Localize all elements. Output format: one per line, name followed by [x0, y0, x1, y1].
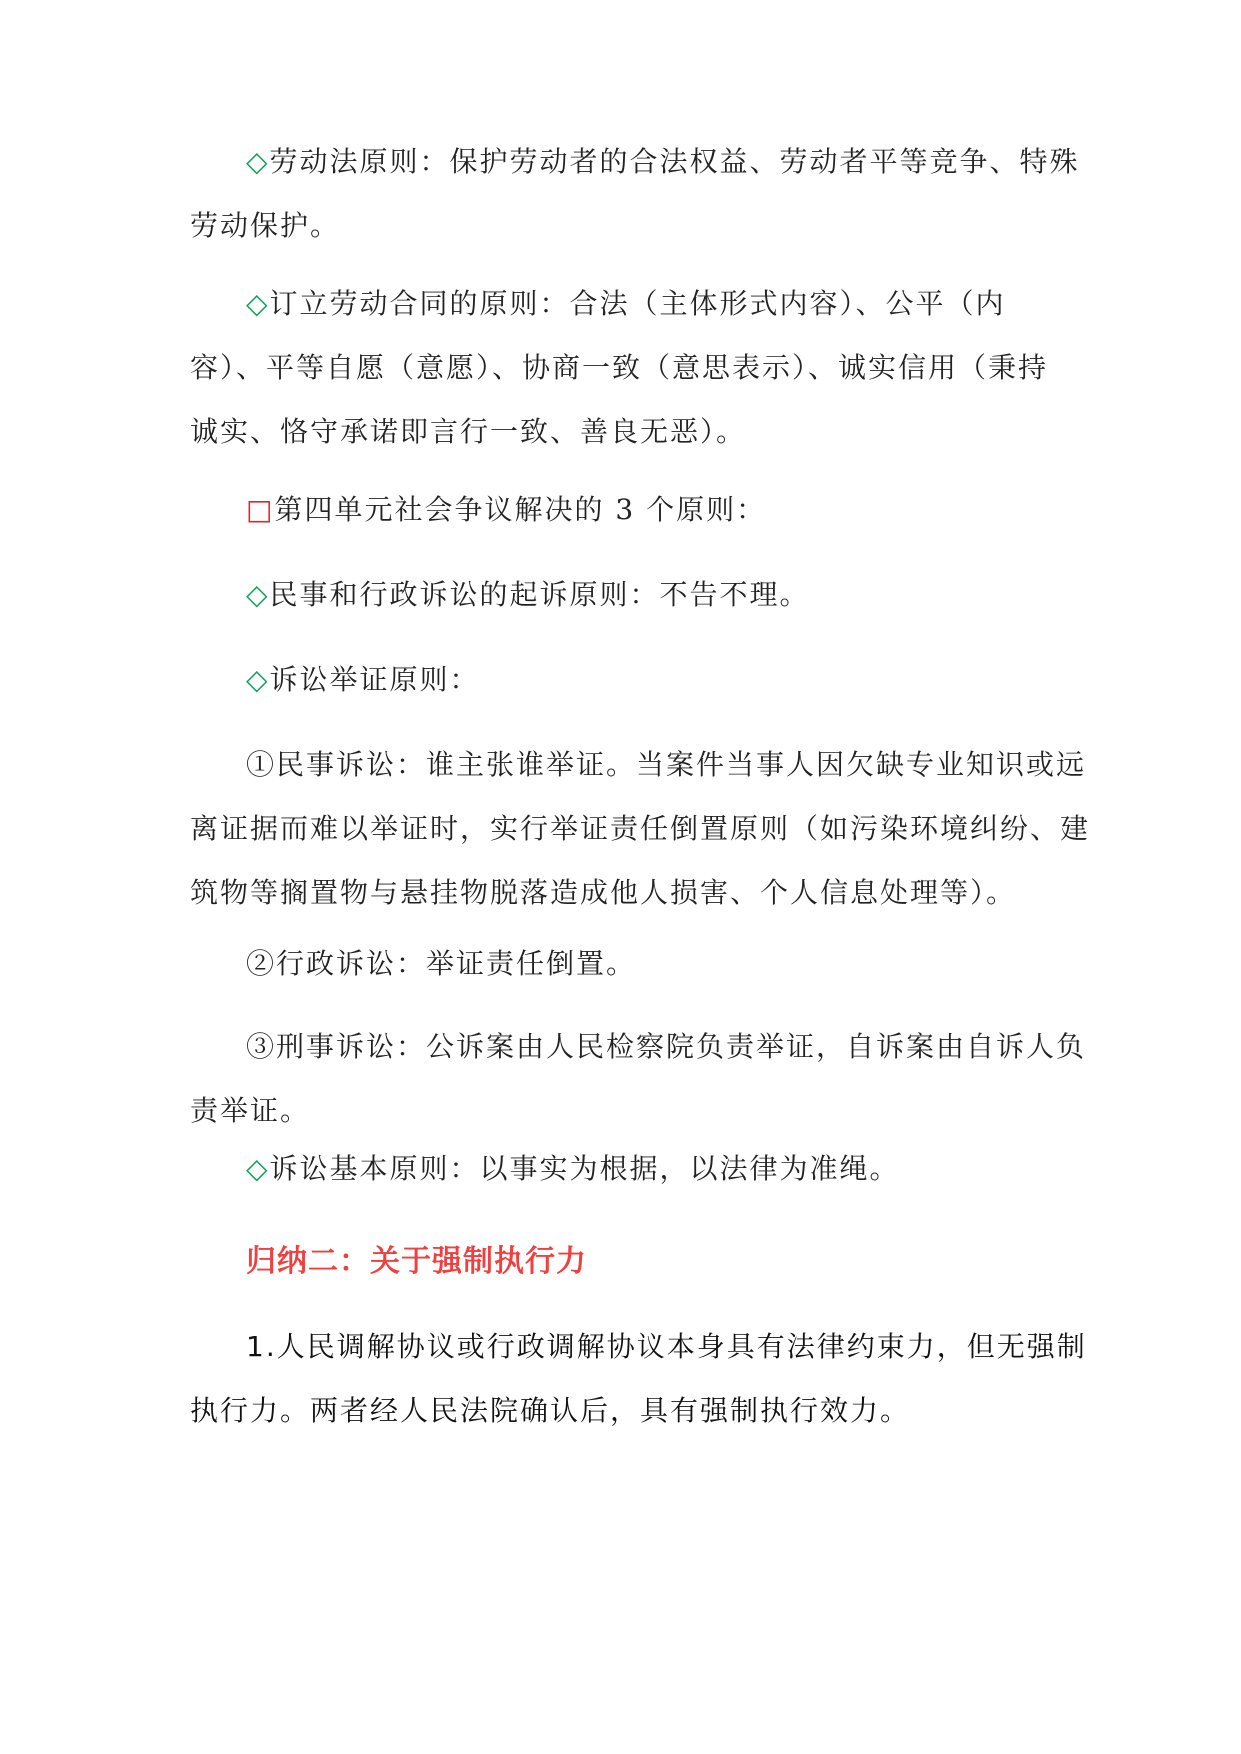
paragraph-filing-principle — [190, 563, 1060, 627]
paragraph-line: 第四单元社会争议解决的 3 个原则： — [274, 493, 767, 526]
paragraph-line: 1.人民调解协议或行政调解协议本身具有法律约束力，但无强制 — [246, 1330, 1087, 1363]
paragraph-line: ②行政诉讼：举证责任倒置。 — [246, 947, 637, 980]
diamond-bullet-icon: ◇ — [246, 287, 270, 320]
diamond-bullet-icon: ◇ — [246, 663, 270, 696]
paragraph-enforcement — [190, 1315, 1087, 1443]
paragraph-line: 劳动法原则：保护劳动者的合法权益、劳动者平等竞争、特殊 — [269, 145, 1080, 178]
paragraph-criminal-litigation — [190, 1015, 1087, 1143]
paragraph-line: ①民事诉讼：谁主张谁举证。当案件当事人因欠缺专业知识或远 — [246, 748, 1087, 781]
paragraph-unit-four-title — [190, 478, 1060, 542]
paragraph-basic-principle — [190, 1137, 1060, 1201]
paragraph-line: ③刑事诉讼：公诉案由人民检察院负责举证，自诉案由自诉人负 — [246, 1030, 1087, 1063]
paragraph-administrative-litigation — [190, 932, 1060, 996]
paragraph-line: 诉讼举证原则： — [269, 663, 480, 696]
square-bullet-icon: □ — [246, 493, 275, 526]
paragraph-labor-contract-principles — [190, 272, 1060, 464]
paragraph-evidence-principle — [190, 648, 1060, 712]
diamond-bullet-icon: ◇ — [246, 145, 270, 178]
paragraph-line: 订立劳动合同的原则：合法（主体形式内容）、公平（内 — [269, 287, 1006, 320]
paragraph-line: 筑物等搁置物与悬挂物脱落造成他人损害、个人信息处理等）。 — [190, 876, 1017, 909]
paragraph-civil-litigation — [190, 733, 1091, 925]
paragraph-line: 民事和行政诉讼的起诉原则：不告不理。 — [269, 578, 810, 611]
paragraph-line: 执行力。两者经人民法院确认后，具有强制执行效力。 — [190, 1394, 911, 1427]
paragraph-line: 诚实、恪守承诺即言行一致、善良无恶）。 — [190, 415, 747, 448]
paragraph-line: 责举证。 — [190, 1094, 311, 1127]
paragraph-line: 离证据而难以举证时，实行举证责任倒置原则（如污染环境纠纷、建 — [190, 812, 1091, 845]
section-heading: 归纳二：关于强制执行力 — [246, 1244, 587, 1279]
diamond-bullet-icon: ◇ — [246, 1152, 270, 1185]
paragraph-labor-law-principles — [190, 130, 1080, 258]
paragraph-line: 劳动保护。 — [190, 209, 341, 242]
diamond-bullet-icon: ◇ — [246, 578, 270, 611]
paragraph-line: 容）、平等自愿（意愿）、协商一致（意思表示）、诚实信用（秉持 — [190, 351, 1049, 384]
paragraph-line: 诉讼基本原则：以事实为根据，以法律为准绳。 — [269, 1152, 900, 1185]
